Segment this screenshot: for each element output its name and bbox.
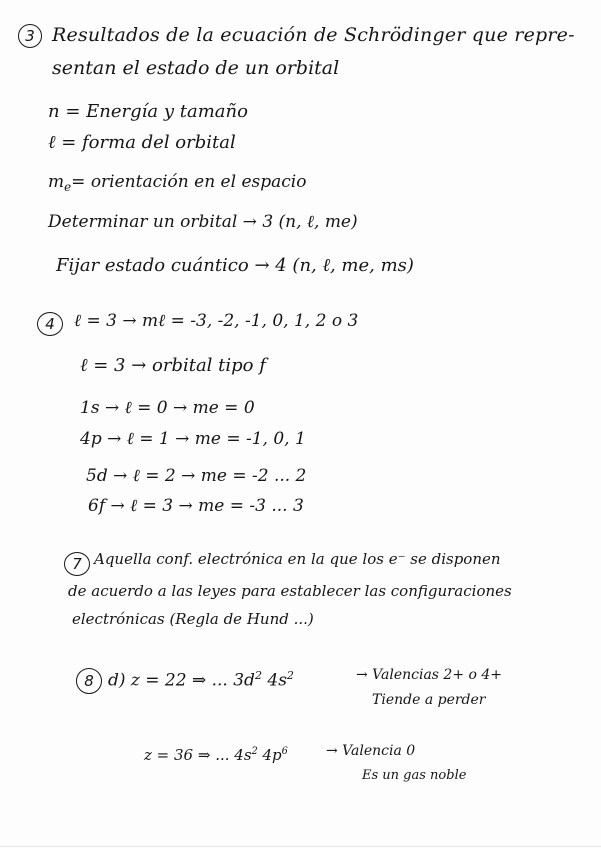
sec8-z22-prefix: d) z = 22 ⇒ ... 3d — [108, 670, 255, 691]
sec3-me-symbol: m — [48, 172, 65, 192]
sec4-line5-5d: 5d → ℓ = 2 → me = -2 ... 2 — [86, 466, 307, 486]
question-number-7: 7 — [64, 552, 90, 576]
sec4-line4-4p: 4p → ℓ = 1 → me = -1, 0, 1 — [80, 429, 306, 449]
sec8-gas-noble: Es un gas noble — [362, 768, 467, 783]
bottom-scan-edge — [0, 846, 601, 847]
sec8-z22-sup2: 2 — [286, 669, 294, 682]
sec8-z22-mid: 4s — [261, 670, 287, 691]
sec8-z36-prefix: z = 36 ⇒ ... 4s — [144, 745, 252, 764]
question-number-8: 8 — [76, 668, 102, 694]
sec4-line1: ℓ = 3 → mℓ = -3, -2, -1, 0, 1, 2 o 3 — [74, 311, 359, 331]
sec8-z36-mid: 4p — [257, 745, 282, 764]
sec7-line2: de acuerdo a las leyes para establecer las configuraciones — [68, 582, 512, 600]
question-number-3: 3 — [18, 24, 42, 48]
sec8-tiende-perder: Tiende a perder — [372, 692, 486, 708]
sec3-me-subscript: e — [64, 180, 72, 195]
sec8-z22-config — [108, 670, 294, 690]
sec8-z36-sup2: 6 — [281, 746, 288, 757]
sec3-determinar-orbital: Determinar un orbital → 3 (n, ℓ, me) — [48, 212, 358, 232]
sec8-z36-config — [144, 747, 288, 763]
sec3-n-energia: n = Energía y tamaño — [48, 101, 248, 122]
sec7-line1: Aquella conf. electrónica en la que los e⁻ se disponen — [94, 550, 501, 568]
sec8-valencia-36: → Valencia 0 — [326, 743, 416, 759]
sec3-me-text: = orientación en el espacio — [71, 172, 307, 192]
sec3-me-orientacion — [48, 174, 306, 194]
question-number-4: 4 — [37, 312, 63, 336]
sec3-fijar-estado: Fijar estado cuántico → 4 (n, ℓ, me, ms) — [56, 255, 414, 276]
sec7-line3: electrónicas (Regla de Hund ...) — [72, 610, 314, 628]
sec4-line6-6f: 6f → ℓ = 3 → me = -3 ... 3 — [88, 496, 304, 516]
sec3-l-forma: ℓ = forma del orbital — [48, 132, 236, 153]
sec8-z22-sup1: 2 — [254, 669, 262, 682]
sec3-line2: sentan el estado de un orbital — [52, 57, 340, 79]
sec4-line2: ℓ = 3 → orbital tipo f — [80, 355, 266, 376]
sec4-line3-1s: 1s → ℓ = 0 → me = 0 — [80, 398, 255, 418]
sec8-z36-sup1: 2 — [251, 746, 258, 757]
sec8-valencias-22: → Valencias 2+ o 4+ — [356, 667, 503, 683]
sec3-line1: Resultados de la ecuación de Schrödinger que repre- — [52, 24, 575, 46]
